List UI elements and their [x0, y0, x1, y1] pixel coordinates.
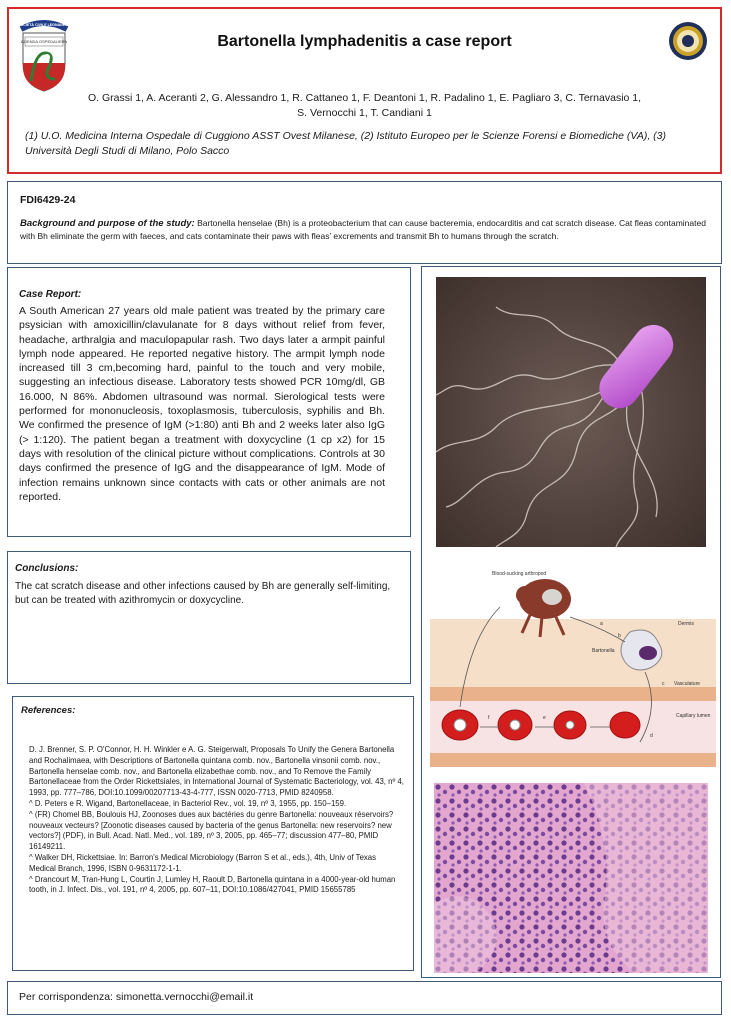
author-list: [69, 91, 660, 121]
case-report-section: [7, 267, 411, 537]
hospital-logo-icon: [15, 15, 73, 93]
contact-text: Per corrispondenza: simonetta.vernocchi@email.it: [19, 991, 254, 1003]
conclusions-text: The cat scratch disease and other infections caused by Bh are generally self-limiting, but can be treated with azithromycin or doxycycline.: [15, 581, 391, 606]
transmission-diagram: [430, 567, 716, 767]
references-section: [12, 696, 414, 971]
authors-line-1: O. Grassi 1, A. Aceranti 2, G. Alessandro 1, R. Cattaneo 1, F. Deantoni 1, R. Padalino 1, E. Pagliaro 3, C. Ternavasio 1,: [87, 92, 642, 104]
label-bartonella: Bartonella: [592, 648, 615, 654]
references-heading: References:: [21, 705, 76, 716]
contact-section: [7, 981, 722, 1015]
abstract-code: FDI6429-24: [20, 194, 76, 206]
step-f: f: [488, 715, 490, 721]
step-c: c: [662, 681, 665, 687]
case-report-heading: Case Report:: [19, 289, 82, 300]
label-arthropod: Blood-sucking arthropod: [492, 571, 547, 577]
conclusions-heading: Conclusions:: [15, 563, 79, 574]
histology-image: [434, 783, 708, 973]
reference-item: ^ D. Peters e R. Wigand, Bartonellaceae, in Bacteriol Rev., vol. 19, nº 3, 1955, pp. 150–159.: [29, 798, 347, 808]
step-a: a: [600, 621, 603, 627]
background-heading: Background and purpose of the study:: [20, 218, 195, 229]
references-list: [29, 745, 405, 896]
case-report-text: A South American 27 years old male patient was treated by the primary care psysician with amoxicillin/clavulanate for 8 days without relief from fever, headache, arthralgia and maculopapular rash. Two days later a armpit painful lymph node appeared. He reported negative history. The armpit lymph node increased till 3 cm,becoming hard, painful to the touch and very mobile, suggesting an infectious disease. Laboratory tests showed PCR 10mg/dl, GB 16.000, N 86%. Abdomen ultrasound was normal. Sierological tests were performed for mononucleosis, toxoplasmosis, tuberculosis, syphilis and Bh. We confirmed the presence of IgM (>1:80) anti Bh and 2 weeks later also IgG (> 1:120). The patient began a treatment with doxycycline (1 cp x2) for 15 days with resolution of the clinical picture without complications. Controls at 30 days confirmed the presence of IgG and the disappearance of IgM. Mode of infection remains unknown since contacts with cats or other animals are not reported.: [19, 305, 385, 503]
erythrocyte: [610, 712, 640, 738]
poster-header: [7, 7, 722, 174]
poster-title: Bartonella lymphadenitis a case report: [217, 33, 512, 50]
bacterium-micrograph: [436, 277, 706, 547]
background-text: Bartonella henselae (Bh) is a proteobacterium that can cause bacteremia, endocarditis and cat scratch disease. Cat fleas contaminated with Bh eliminate the germ with faeces, and cats contaminate their paws with fleas’ excrements and transmit Bh to humans through the scratch.: [20, 218, 706, 241]
reference-item: D. J. Brenner, S. P. O'Connor, H. H. Winkler e A. G. Steigerwalt, Proposals To Unify the Genera Bartonella and Rochalimaea, with Descriptions of Bartonella quintana comb. nov., Bartonella vinsonii comb. nov., Bartonella henselae comb. nov., and Bartonella elizabethae comb. nov., and To Remove the Family Bartonellaceae from the Order Rickettsiales, in International Journal of Systematic Bacteriology, vol. 43, nº 4, 1993, pp. 777–786, DOI:10.1099/00207713-43-4-777, ISSN 0020-7713, PMID 8240958.: [29, 745, 404, 798]
affiliations: (1) U.O. Medicina Interna Ospedale di Cuggiono ASST Ovest Milanese, (2) Istituto Europeo per le Scienze Forensi e Biomediche (VA), (3) Università Degli Studi di Milano, Polo Sacco: [25, 130, 666, 157]
reference-item: ^ Walker DH, Rickettsiae. In: Barron's Medical Microbiology (Barron S et al., eds.), 4th, Univ of Texas Medical Branch, 1996, ISBN 0-9631172-1-1.: [29, 852, 377, 873]
conclusions-section: [7, 551, 411, 684]
background-section: [7, 181, 722, 264]
step-b: b: [618, 633, 621, 639]
authors-line-2: S. Vernocchi 1, T. Candiani 1: [297, 107, 432, 119]
reference-item: ^ Drancourt M, Tran-Hung L, Courtin J, Lumley H, Raoult D, Bartonella quintana in a 4000-year-old human tooth, in J. Infect. Dis., vol. 191, nº 4, 2005, pp. 607–11, DOI:10.1086/427041, PMID 15655785: [29, 874, 396, 895]
label-vasculature: Vasculature: [674, 681, 701, 687]
label-capillary: Capillary lumen: [676, 713, 711, 719]
reference-item: ^ (FR) Chomel BB, Boulouis HJ, Zoonoses dues aux bactéries du genre Bartonella: nouveaux réservoirs? nouveaux vecteurs? [Zoonotic diseases caused by bacteria of the genus Bartonella: new reservoirs? new vectors?] (PDF), in Bull. Acad. Natl. Med., vol. 189, nº 3, 2005, pp. 465–77; discussion 477–80, PMID 16149211.: [29, 809, 394, 852]
step-e: e: [543, 715, 546, 721]
figures-panel: [421, 266, 721, 978]
logo-left-inner-text: AZIENDA OSPEDALIERA: [20, 39, 68, 44]
background-paragraph: [20, 217, 711, 242]
logo-left-top-text: SOCIETÀ CIVILE LEGNANESE: [18, 23, 70, 27]
label-dermis: Dermis: [678, 621, 694, 627]
step-d: d: [650, 733, 653, 739]
